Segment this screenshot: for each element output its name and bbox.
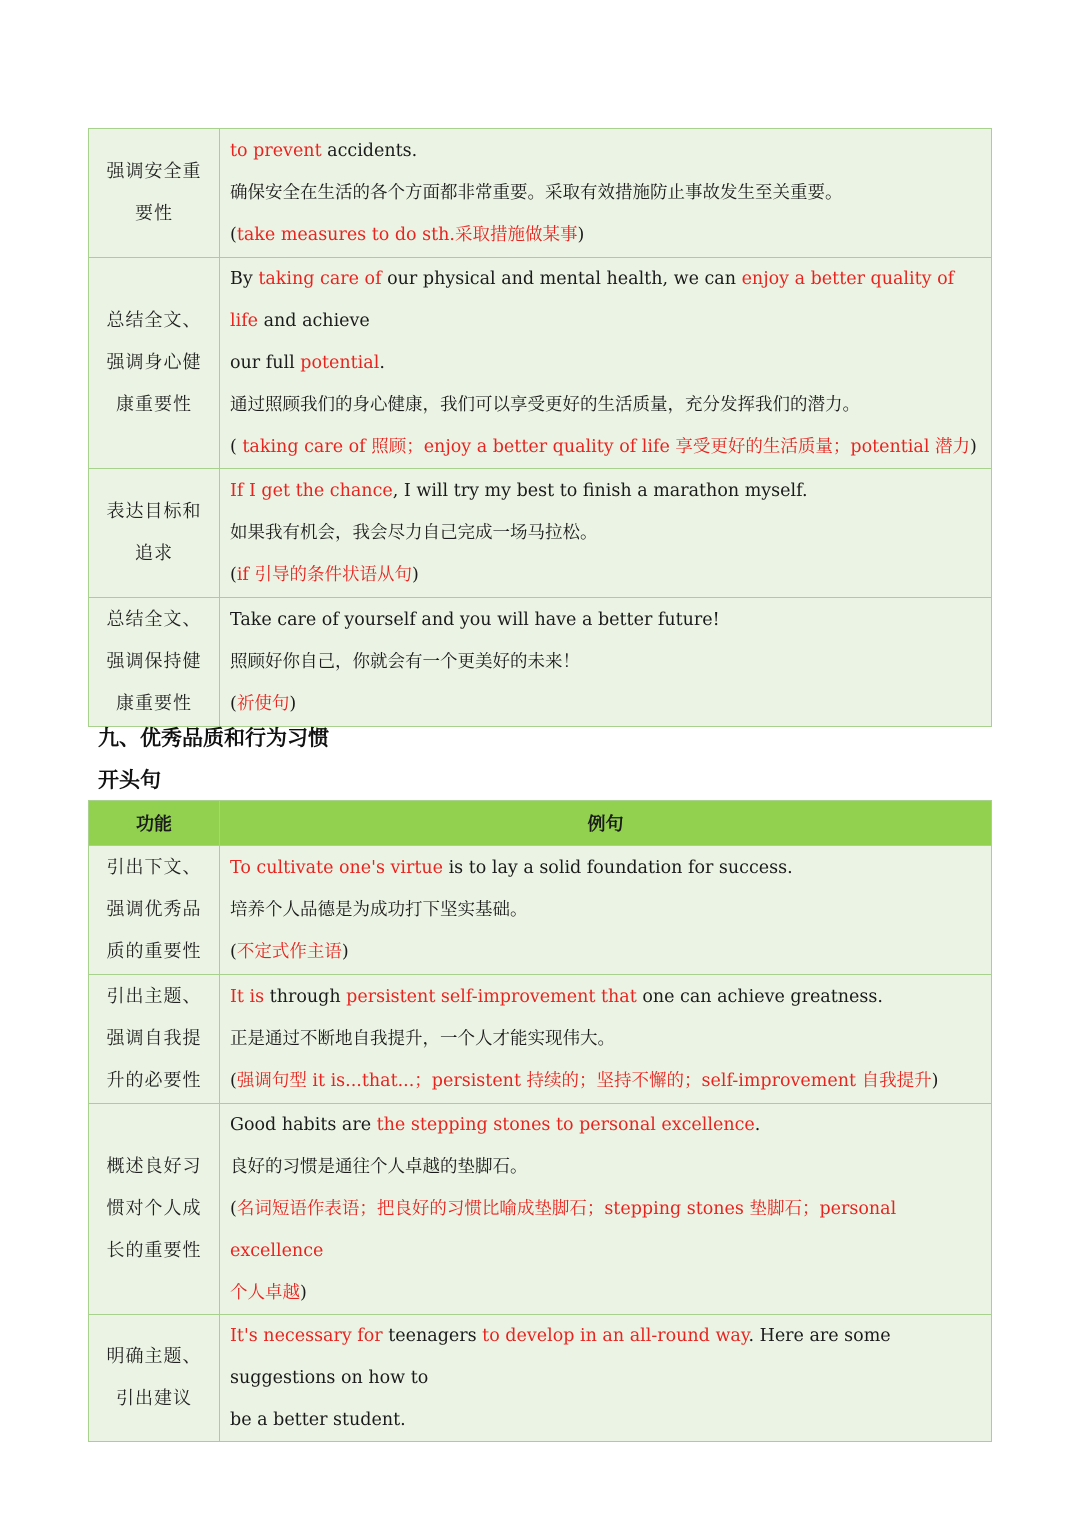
plain-text: be a better student.: [230, 1410, 406, 1430]
table-header-row: [89, 801, 992, 846]
plain-text: .: [379, 353, 385, 373]
example-line: [230, 1272, 983, 1314]
example-line: [230, 554, 983, 596]
example-line: [230, 512, 983, 554]
section-title: 九、优秀品质和行为习惯: [98, 726, 329, 750]
example-line: [230, 1188, 983, 1272]
highlight-text: the stepping stones to personal excellence: [376, 1115, 755, 1135]
highlight-text: It's necessary for: [230, 1326, 383, 1346]
plain-text: .: [754, 1115, 761, 1135]
safety-health-table: [88, 128, 992, 727]
plain-text: ): [970, 437, 977, 457]
plain-text: ): [289, 694, 297, 714]
example-line: [230, 342, 983, 384]
example-line: [230, 599, 983, 641]
plain-text: (: [230, 1071, 237, 1091]
function-label-line: 要性: [135, 203, 173, 224]
table-row: [89, 975, 992, 1104]
plain-text: one can achieve greatness.: [636, 987, 883, 1007]
highlight-text: It is: [230, 987, 265, 1007]
plain-text: (: [230, 225, 237, 245]
example-line: [230, 130, 983, 172]
highlight-text: 不定式作主语: [236, 942, 342, 962]
function-cell: [89, 129, 220, 258]
plain-text: (: [230, 1199, 237, 1219]
example-cell: [220, 598, 992, 727]
function-label-line: 强调安全重: [106, 161, 202, 182]
highlight-text: If I get the chance: [230, 481, 393, 501]
function-label-line: 康重要性: [116, 693, 192, 714]
highlight-text: 祈使句: [236, 694, 290, 714]
plain-text: accidents.: [321, 141, 418, 161]
section-subtitle: 开头句: [98, 768, 161, 792]
highlight-text: enjoy a better quality of life: [230, 269, 955, 331]
function-cell: [89, 469, 220, 598]
plain-text: 确保安全在生活的各个方面都非常重要。采取有效措施防止事故发生至关重要。: [230, 183, 843, 203]
function-label-line: 惯对个人成: [106, 1198, 202, 1219]
plain-text: our full: [230, 353, 301, 373]
header-function: 功能: [89, 801, 220, 846]
plain-text: By: [230, 269, 259, 289]
function-cell: [89, 846, 220, 975]
function-label-line: 引出建议: [116, 1388, 192, 1409]
table-row: [89, 846, 992, 975]
function-label-line: 升的必要性: [106, 1070, 202, 1091]
example-line: [230, 1315, 983, 1399]
virtue-habits-table: [88, 800, 992, 1442]
highlight-text: if 引导的条件状语从句: [236, 565, 412, 585]
example-line: [230, 1399, 983, 1441]
function-label-line: 明确主题、: [106, 1346, 202, 1367]
plain-text: ): [341, 942, 349, 962]
highlight-text: to develop in an all-round way: [482, 1326, 749, 1346]
plain-text: 正是通过不断地自我提升，一个人才能实现伟大。: [230, 1029, 615, 1049]
function-label-line: 康重要性: [116, 394, 192, 415]
plain-text: . Here are some suggestions on how to: [230, 1326, 891, 1388]
plain-text: our physical and mental health, we can: [381, 269, 742, 289]
function-cell: [89, 258, 220, 469]
plain-text: , I will try my best to finish a marathon myself.: [392, 481, 808, 501]
plain-text: ): [577, 225, 585, 245]
function-label-line: 长的重要性: [106, 1240, 202, 1261]
function-cell: [89, 975, 220, 1104]
highlight-text: persistent self-improvement: [346, 987, 596, 1007]
plain-text: is to lay a solid foundation for success.: [443, 858, 793, 878]
example-cell: [220, 469, 992, 598]
function-label-line: 强调保持健: [106, 651, 202, 672]
plain-text: Good habits are: [230, 1115, 377, 1135]
example-line: [230, 889, 983, 931]
function-label-line: 质的重要性: [106, 941, 202, 962]
highlight-text: 个人卓越: [230, 1283, 300, 1303]
highlight-text: potential: [300, 353, 380, 373]
highlight-text: taking care of: [258, 269, 382, 289]
highlight-text: to prevent: [230, 141, 322, 161]
table-row: [89, 1315, 992, 1442]
plain-text: 通过照顾我们的身心健康，我们可以享受更好的生活质量，充分发挥我们的潜力。: [230, 395, 860, 415]
example-line: [230, 976, 983, 1018]
example-cell: [220, 1104, 992, 1315]
example-line: [230, 641, 983, 683]
plain-text: 如果我有机会，我会尽力自己完成一场马拉松。: [230, 523, 598, 543]
function-label-line: 强调优秀品: [106, 899, 202, 920]
plain-text: ): [300, 1283, 307, 1303]
function-cell: [89, 598, 220, 727]
highlight-text: To cultivate one's virtue: [230, 858, 444, 878]
plain-text: Take care of yourself and you will have a better future!: [230, 610, 720, 630]
plain-text: ): [411, 565, 419, 585]
example-cell: [220, 129, 992, 258]
plain-text: through: [264, 987, 347, 1007]
plain-text: 照顾好你自己，你就会有一个更美好的未来！: [230, 652, 580, 672]
example-cell: [220, 1315, 992, 1442]
example-line: [230, 214, 983, 256]
highlight-text: taking care of 照顾；enjoy a better quality of life 享受更好的生活质量；potential 潜力: [242, 437, 970, 457]
example-line: [230, 847, 983, 889]
example-line: [230, 470, 983, 512]
table-row: [89, 258, 992, 469]
plain-text: 良好的习惯是通往个人卓越的垫脚石。: [230, 1157, 528, 1177]
function-label-line: 引出主题、: [106, 986, 202, 1007]
header-example: 例句: [220, 801, 992, 846]
function-label-line: 表达目标和: [106, 501, 202, 522]
plain-text: (: [230, 694, 237, 714]
example-line: [230, 1146, 983, 1188]
highlight-text: 名词短语作表语；把良好的习惯比喻成垫脚石；stepping stones 垫脚石；personal excellence: [230, 1199, 897, 1261]
function-cell: [89, 1104, 220, 1315]
plain-text: (: [230, 942, 237, 962]
function-label-line: 总结全文、: [106, 609, 202, 630]
highlight-text: that: [600, 987, 637, 1007]
plain-text: ): [931, 1071, 939, 1091]
function-label-line: 总结全文、: [106, 310, 202, 331]
example-line: [230, 931, 983, 973]
example-line: [230, 1104, 983, 1146]
highlight-text: 强调句型 it is...that...；persistent 持续的；坚持不懈的；self-improvement 自我提升: [236, 1071, 932, 1091]
function-label-line: 追求: [135, 543, 173, 564]
plain-text: (: [230, 565, 237, 585]
example-cell: [220, 975, 992, 1104]
plain-text: and achieve: [258, 311, 370, 331]
function-label-line: 概述良好习: [106, 1156, 202, 1177]
plain-text: teenagers: [382, 1326, 483, 1346]
example-line: [230, 683, 983, 725]
plain-text: (: [230, 437, 243, 457]
table-row: [89, 469, 992, 598]
table-row: [89, 598, 992, 727]
example-line: [230, 258, 983, 342]
function-label-line: 引出下文、: [106, 857, 202, 878]
table-row: [89, 1104, 992, 1315]
highlight-text: take measures to do sth.采取措施做某事: [236, 225, 578, 245]
function-label-line: 强调身心健: [106, 352, 202, 373]
plain-text: 培养个人品德是为成功打下坚实基础。: [230, 900, 528, 920]
function-label-line: 强调自我提: [106, 1028, 202, 1049]
example-line: [230, 1060, 983, 1102]
example-line: [230, 172, 983, 214]
table-row: [89, 129, 992, 258]
example-line: [230, 384, 983, 426]
example-cell: [220, 846, 992, 975]
function-cell: [89, 1315, 220, 1442]
example-line: [230, 426, 983, 468]
example-line: [230, 1018, 983, 1060]
example-cell: [220, 258, 992, 469]
